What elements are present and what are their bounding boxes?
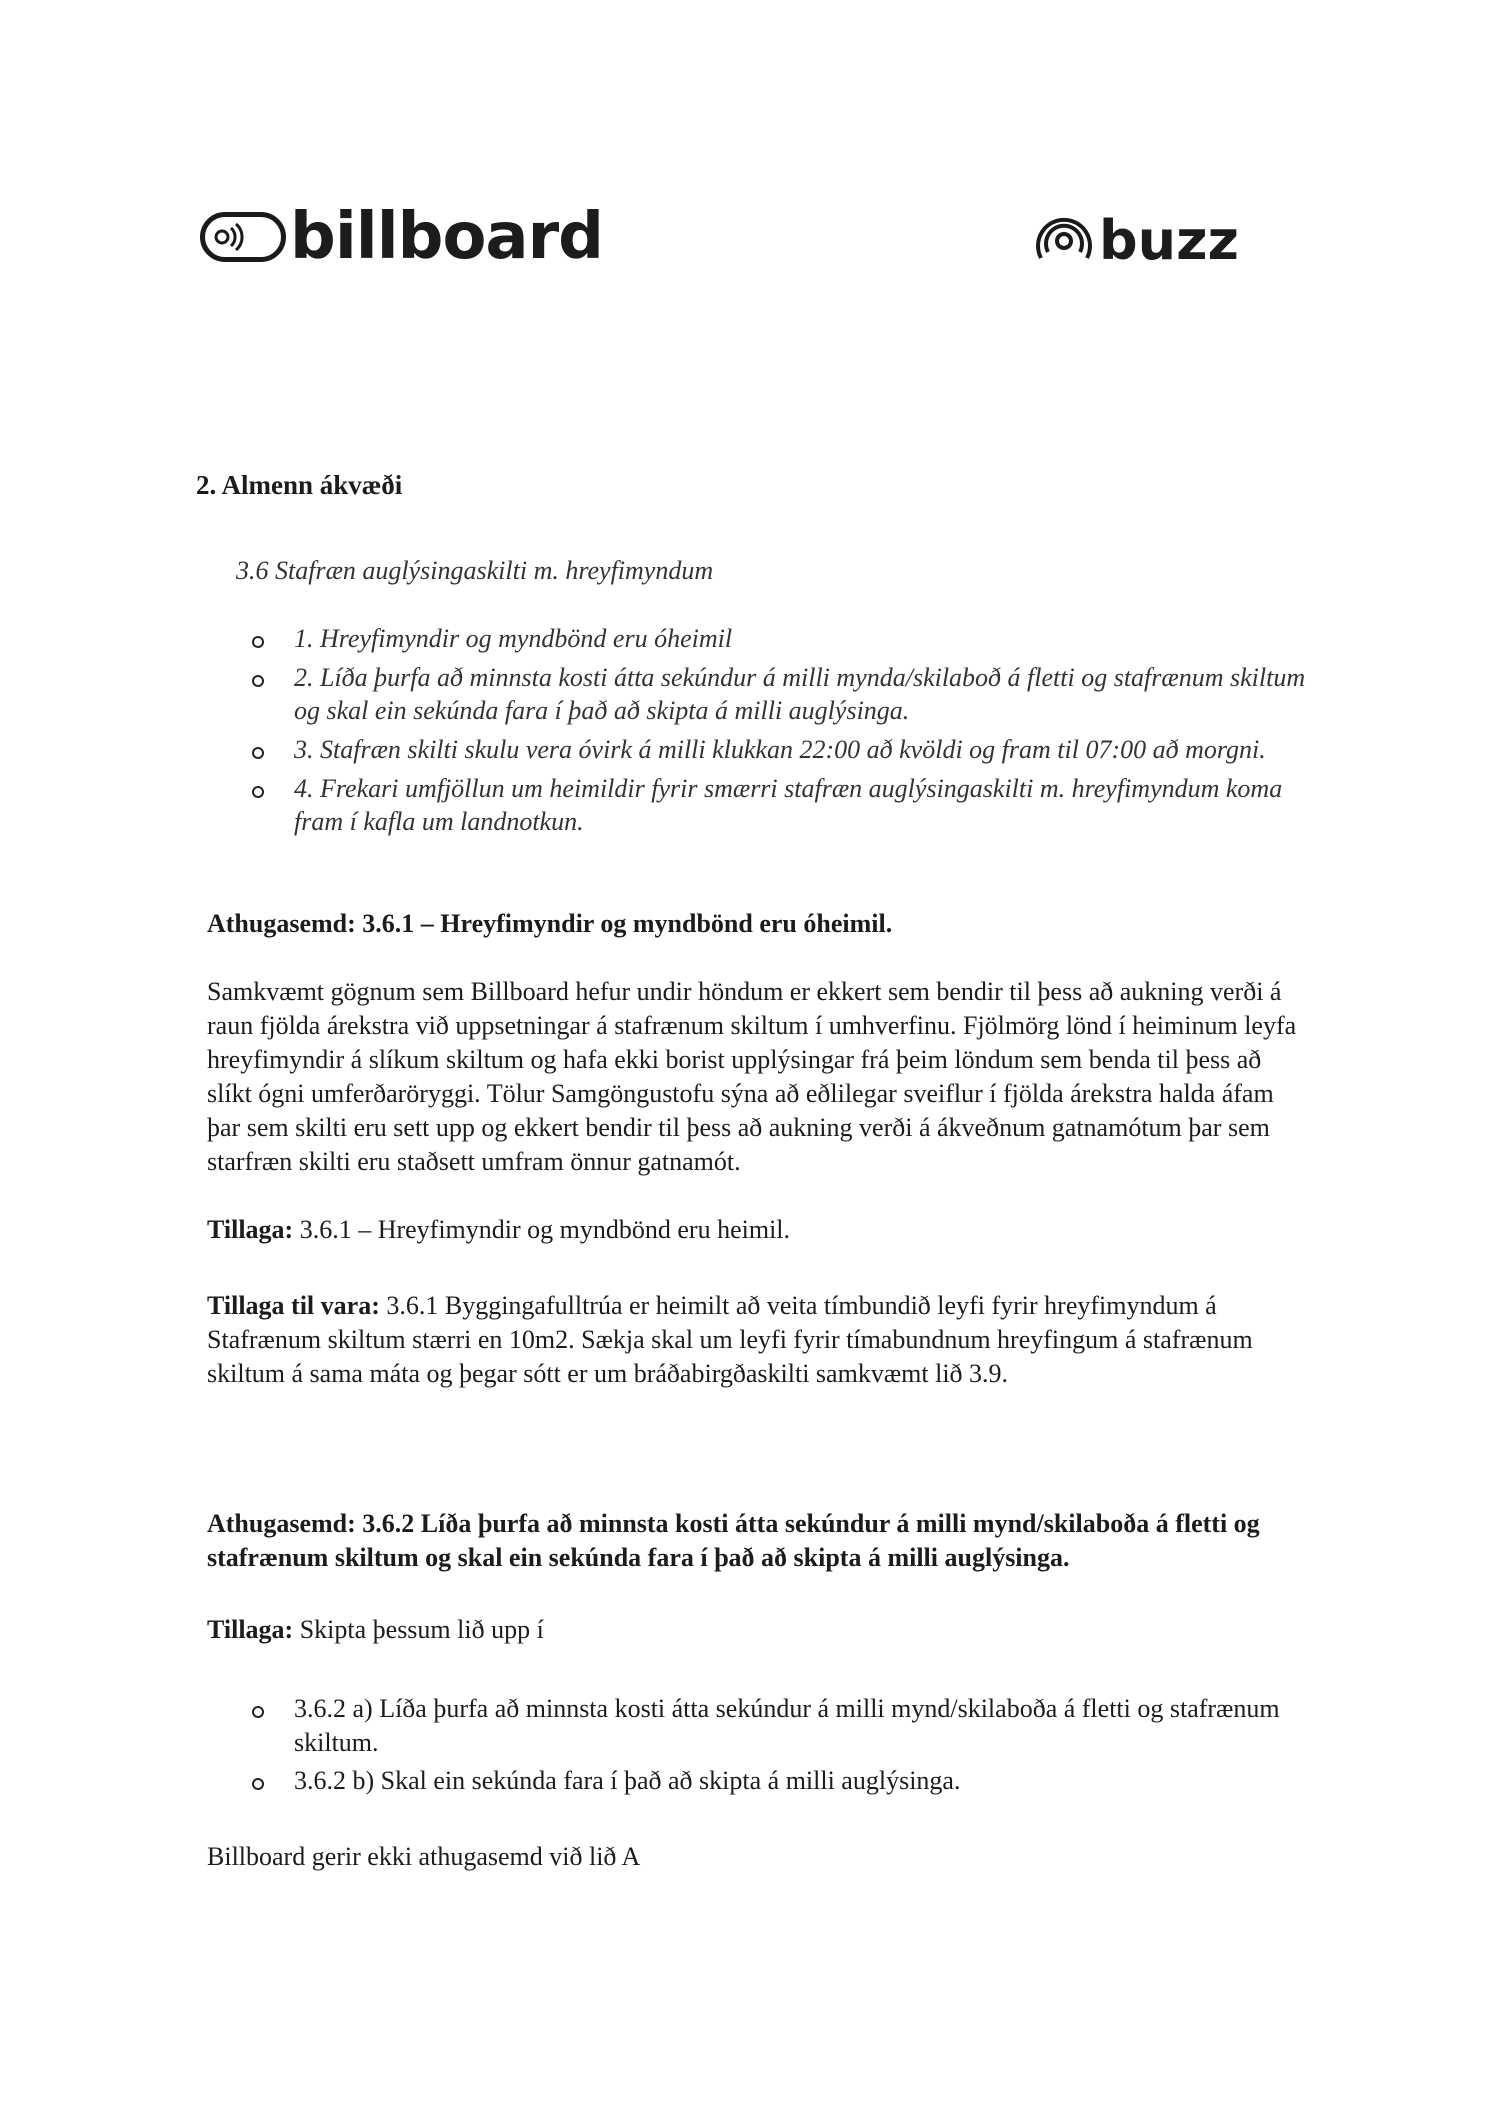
comment2-proposal xyxy=(207,1613,544,1647)
billboard-logo xyxy=(200,200,603,274)
comment1-title: Athugasemd: 3.6.1 – Hreyfimyndir og myndbönd eru óheimil. xyxy=(207,909,893,938)
buzz-wordmark: buzz xyxy=(1099,209,1239,272)
buzz-logo xyxy=(1035,209,1239,272)
proposal-label: Tillaga: xyxy=(207,1615,294,1644)
list-item: 3.6.2 b) Skal ein sekúnda fara í það að skipta á milli auglýsinga. xyxy=(250,1764,1290,1798)
proposal-text: 3.6.1 – Hreyfimyndir og myndbönd eru heimil. xyxy=(299,1215,791,1244)
proposal-text: Skipta þessum lið upp í xyxy=(299,1615,544,1644)
comment2-item-list xyxy=(250,1692,1290,1802)
comment1-body: Samkvæmt gögnum sem Billboard hefur undir höndum er ekkert sem bendir til þess að aukning verði á raun fjölda árekstra við uppsetningar á stafrænum skiltum í umhverfinu. Fjölmörg lönd í heiminum leyfa hreyfimyndir á slíkum skiltum og hafa ekki borist upplýsingar frá þeim löndum sem benda til þess að slíkt ógni umferðaröryggi. Tölur Samgöngustofu sýna að eðlilegar sveiflur í fjölda árekstra halda áfam þar sem skilti eru sett upp og ekkert bendir til þess að aukning verði á ákveðnum gatnamótum þar sem starfræn skilti eru staðsett umfram önnur gatnamót. xyxy=(207,977,1297,1176)
billboard-wordmark: billboard xyxy=(290,200,603,274)
list-item: 2. Líða þurfa að minnsta kosti átta sekúndur á milli mynda/skilaboð á fletti og stafrænum skiltum og skal ein sekúnda fara í það að skipta á milli auglýsinga. xyxy=(250,661,1320,727)
section-item-list xyxy=(250,622,1320,844)
proposal-label: Tillaga: xyxy=(207,1215,294,1244)
section-heading: 2. Almenn ákvæði xyxy=(196,470,403,500)
closing-statement: Billboard gerir ekki athugasemd við lið A xyxy=(207,1842,641,1871)
list-item: 4. Frekari umfjöllun um heimildir fyrir smærri stafræn auglýsingaskilti m. hreyfimyndum koma fram í kafla um landnotkun. xyxy=(250,772,1320,838)
alt-proposal-label: Tillaga til vara: xyxy=(207,1291,380,1320)
signal-waves-icon xyxy=(1035,212,1093,270)
speaker-waves-icon xyxy=(213,220,247,254)
alt-proposal-text: 3.6.1 Byggingafulltrúa er heimilt að veita tímbundið leyfi fyrir hreyfimyndum á Stafrænum skiltum stærri en 10m2. Sækja skal um leyfi fyrir tímabundnum hreyfingum á stafrænum skiltum á sama máta og þegar sótt er um bráðabirgðaskilti samkvæmt lið 3.9. xyxy=(207,1291,1253,1388)
list-item: 1. Hreyfimyndir og myndbönd eru óheimil xyxy=(250,622,1320,655)
comment2-title xyxy=(207,1507,1307,1575)
comment1-alt-proposal xyxy=(207,1289,1307,1391)
list-item: 3.6.2 a) Líða þurfa að minnsta kosti átta sekúndur á milli mynd/skilaboða á fletti og stafrænum skiltum. xyxy=(250,1692,1290,1760)
comment2-label: Athugasemd: 3.6.2 xyxy=(207,1509,415,1538)
comment1-proposal xyxy=(207,1213,790,1247)
billboard-logo-frame xyxy=(200,212,286,262)
section-subheading: 3.6 Stafræn auglýsingaskilti m. hreyfimyndum xyxy=(236,556,714,585)
comment2-text: Líða þurfa að minnsta kosti átta sekúndur á milli mynd/skilaboða á fletti og stafrænum skiltum og skal ein sekúnda fara í það að skipta á milli auglýsinga. xyxy=(207,1509,1260,1572)
list-item: 3. Stafræn skilti skulu vera óvirk á milli klukkan 22:00 að kvöldi og fram til 07:00 að morgni. xyxy=(250,733,1320,766)
